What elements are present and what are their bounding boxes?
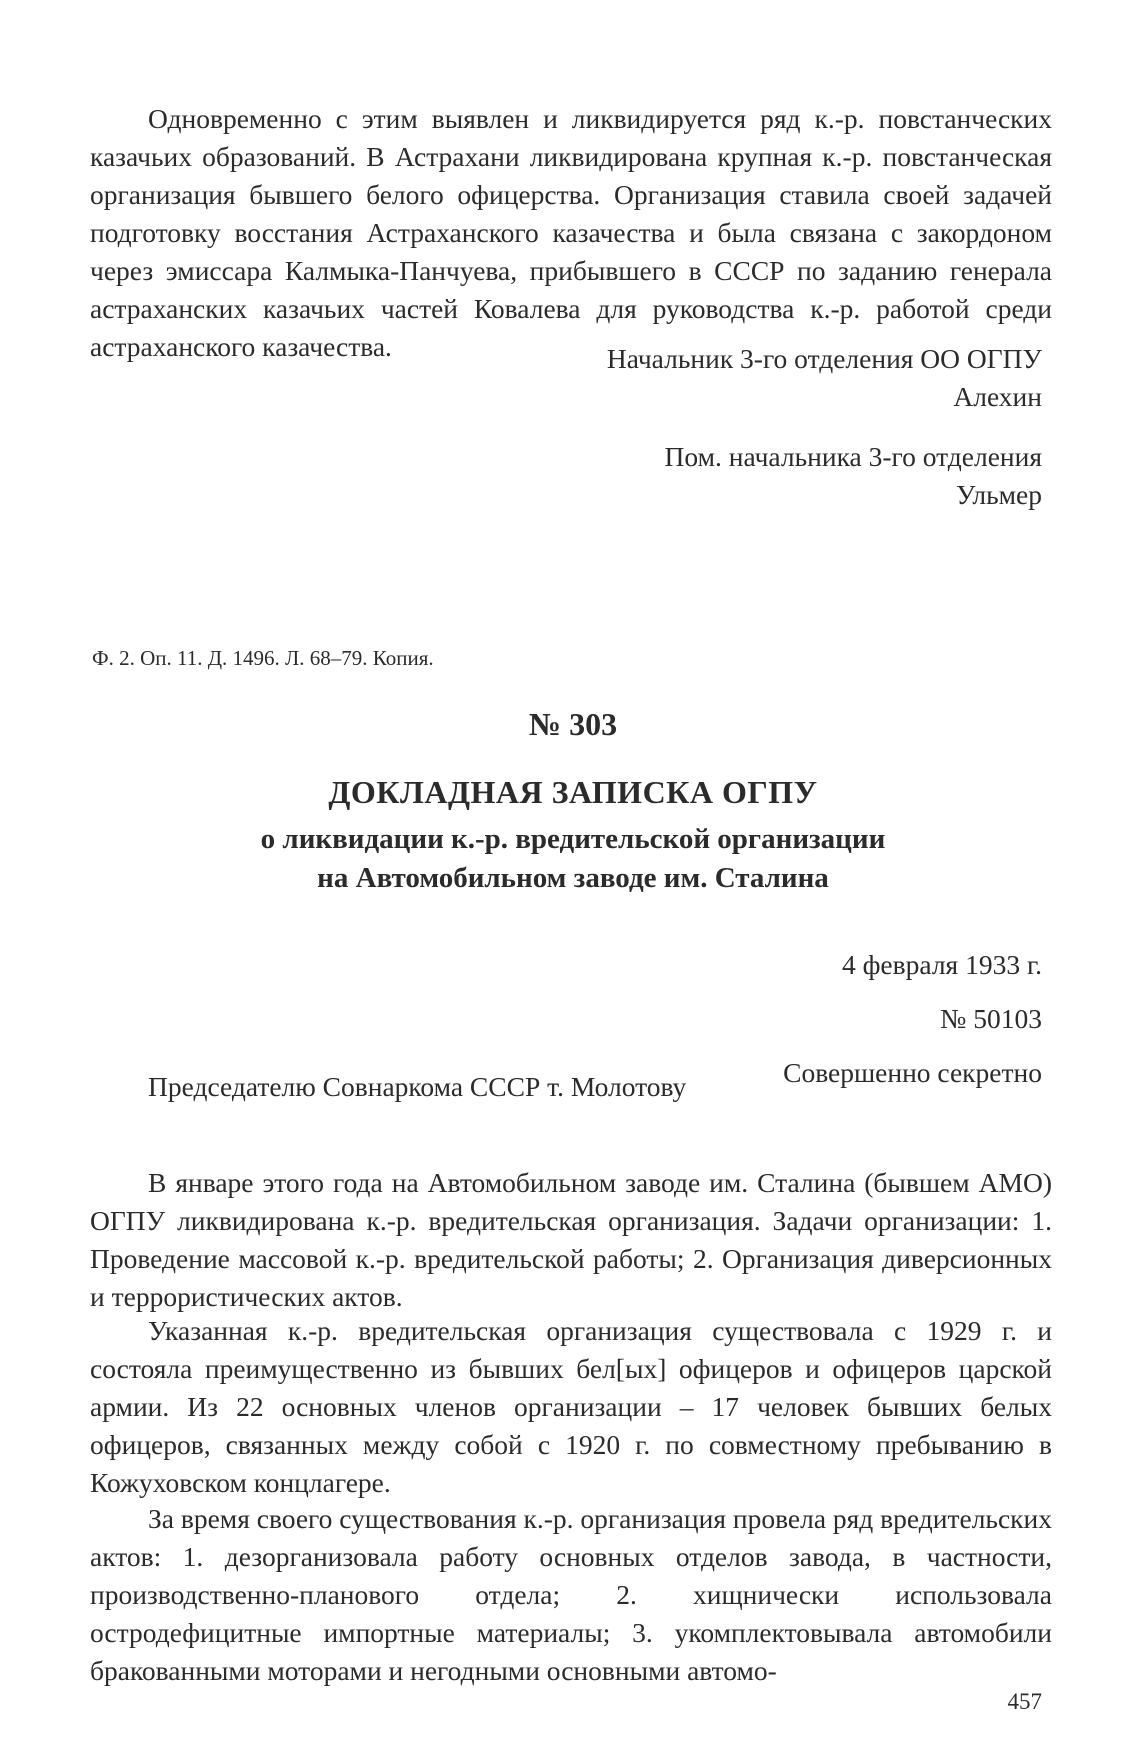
classification-stamp: Совершенно секретно [783,1057,1042,1088]
body-paragraph-1: В январе этого года на Автомобильном заводе им. Сталина (бывшем АМО) ОГПУ ликвидирована к.-р. вредительская организация. Задачи организации: 1. Проведение массовой к.-р. вредительской работы; 2. Организация диверсионных и террористических актов. [90,1167,1052,1312]
document-subtitle-line-1: о ликвидации к.-р. вредительской организации [260,823,886,855]
body-paragraph-2: Указанная к.-р. вредительская организация существовала с 1929 г. и состояла преимущественно из бывших бел[ых] офицеров и офицеров царской армии. Из 22 основных членов организации – 17 человек бывших белых офицеров, связанных между собой с 1920 г. по совместному пребыванию в Кожуховском концлагере. [90,1315,1052,1498]
document-date: 4 февраля 1933 г. [841,949,1042,980]
document-title: ДОКЛАДНАЯ ЗАПИСКА ОГПУ [328,774,818,810]
signature-1-title: Начальник 3-го отделения ОО ОГПУ [606,343,1042,374]
page-number: 457 [1007,1689,1042,1714]
signature-2-name: Ульмер [956,479,1042,510]
document-reg-number: № 50103 [940,1003,1042,1034]
archive-source-note: Ф. 2. Оп. 11. Д. 1496. Л. 68–79. Копия. [92,646,434,670]
addressee: Председателю Совнаркома СССР т. Молотову [148,1071,687,1102]
intro-paragraph: Одновременно с этим выявлен и ликвидируется ряд к.-р. повстанческих казачьих образований. В Астрахани ликвидирована крупная к.-р. повстанческая организация бывшего белого офицерства. Организация ставила своей задачей подготовку восстания Астраханского казачества и была связана с закордоном через эмиссара Калмыка-Панчуева, прибывшего в СССР по заданию генерала астраханских казачьих частей Ковалева для руководства к.-р. работой среди астраханского казачества. [90,103,1052,362]
document-number: № 303 [528,706,618,742]
body-paragraph-3: За время своего существования к.-р. организация провела ряд вредительских актов: 1. дезорганизовала работу основных отделов завода, в частности, производственно-планового отдела; 2. хищнически использовала остродефицитные импортные материалы; 3. укомплектовывала автомобили бракованными моторами и негодными основными автомо- [90,1503,1052,1686]
document-subtitle-line-2: на Автомобильном заводе им. Сталина [317,862,829,894]
signature-1-name: Алехин [953,381,1042,412]
signature-2-title: Пом. начальника 3-го отделения [664,441,1042,472]
